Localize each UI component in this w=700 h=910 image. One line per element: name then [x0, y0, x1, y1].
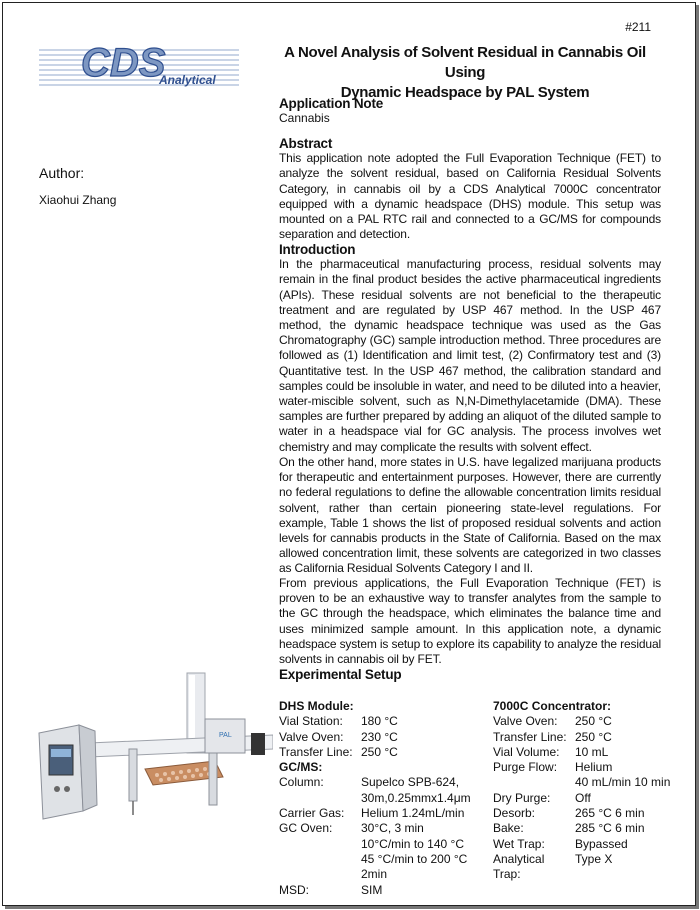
dhs-param-row [279, 730, 489, 745]
pal-system-instrument-illustration [37, 665, 273, 821]
concentrator-param-row [493, 821, 673, 836]
dhs-param-label: Valve Oven: [279, 729, 344, 744]
gcms-param-row [279, 775, 489, 806]
gcms-value-line: Supelco SPB-624, [361, 775, 460, 790]
concentrator-param-label: Transfer Line: [493, 729, 567, 744]
concentrator-value-line: Helium [575, 760, 613, 775]
gcms-heading: GC/MS: [279, 760, 323, 775]
concentrator-parameters [493, 699, 673, 883]
gcms-param-value [361, 775, 471, 806]
author-name: Xiaohui Zhang [39, 193, 117, 207]
dhs-param-label: Vial Station: [279, 714, 343, 729]
experimental-heading: Experimental Setup [279, 667, 402, 682]
introduction-paragraph-2-block [279, 455, 661, 577]
gcms-param-label: Column: [279, 775, 324, 790]
dhs-param-value: 250 °C [361, 744, 398, 759]
introduction-paragraph-1: In the pharmaceutical manufacturing process, residual solvents may remain in the final product besides the active pharmaceutical ingredients (APIs). These residual solvents are not beneficial to the therapeutic treatment and are regulated by USP 467 method. In the USP 467 method, the dynamic headspace technique was used as the Gas Chromatography (GC) sample introduction method. Three procedures are followed as (1) Identification and limit test, (2) Confirmatory test and (3) Quantitative test. In the USP 467 method, the calibration standard and samples could be insoluble in water, and need to be diluted into a heavier, water-miscible solvent, such as N,N-Dimethylacetamide (DMA). These samples are further prepared by adding an aliquot of the diluted sample to water in a headspace vial for GC analysis. The process involves wet chemistry and may complicate the results with solvent effect. [279, 257, 661, 454]
introduction-heading: Introduction [279, 242, 356, 257]
concentrator-param-value [575, 760, 670, 791]
dhs-module-heading: DHS Module: [279, 699, 354, 713]
gcms-param-row [279, 883, 489, 898]
concentrator-param-label: Vial Volume: [493, 744, 560, 759]
gcms-param-row [279, 821, 489, 882]
concentrator-param-label: Analytical Trap: [493, 851, 545, 882]
introduction-paragraph-3-block [279, 576, 661, 667]
concentrator-param-row [493, 760, 673, 791]
concentrator-param-value: 265 °C 6 min [575, 806, 645, 821]
concentrator-param-value: Bypassed [575, 836, 628, 851]
concentrator-param-row [493, 791, 673, 806]
concentrator-param-value: 285 °C 6 min [575, 821, 645, 836]
concentrator-param-value: 10 mL [575, 744, 609, 759]
concentrator-param-value: 250 °C [575, 714, 612, 729]
concentrator-param-label: Desorb: [493, 806, 536, 821]
introduction-paragraph-3: From previous applications, the Full Evaporation Technique (FET) is proven to be an exhaustive way to transfer analytes from the sample to the GC through the headspace, which eliminates the balance time and uses minimized sample amount. In this application note, a dynamic headspace system is setup to explore its capability to analyze the residual solvents in cannabis oil by FET. [279, 576, 661, 667]
concentrator-param-label: Bake: [493, 821, 524, 836]
gcms-param-value [361, 821, 489, 882]
gcms-param-value: SIM [361, 882, 383, 897]
concentrator-param-label: Dry Purge: [493, 790, 551, 805]
application-note-section [279, 96, 661, 126]
concentrator-param-row [493, 837, 673, 852]
cds-analytical-logo [39, 38, 239, 93]
concentrator-param-row [493, 714, 673, 729]
gcms-param-label: GC Oven: [279, 821, 333, 836]
concentrator-param-row [493, 745, 673, 760]
abstract-section [279, 136, 661, 242]
svg-text:PAL: PAL [219, 732, 232, 739]
concentrator-param-value: Type X [575, 851, 613, 866]
title-line-2: Dynamic Headspace by PAL System [340, 84, 590, 101]
gcms-param-label: MSD: [279, 882, 309, 897]
dhs-param-row [279, 745, 489, 760]
concentrator-param-value: 250 °C [575, 729, 612, 744]
gcms-param-value: Helium 1.24mL/min [361, 806, 465, 821]
concentrator-value-line: 40 mL/min 10 min [575, 775, 671, 790]
title-line-1: A Novel Analysis of Solvent Residual in Cannabis Oil Using [284, 44, 646, 81]
introduction-section [279, 242, 661, 455]
document-title [265, 43, 665, 103]
document-number: #211 [625, 20, 651, 34]
experimental-section [279, 667, 661, 682]
dhs-param-value: 180 °C [361, 714, 398, 729]
author-label: Author: [39, 165, 85, 181]
gcms-value-line: 10°C/min to 140 °C [361, 836, 464, 851]
dhs-gcms-parameters [279, 699, 489, 898]
gcms-value-line: 45 °C/min to 200 °C 2min [361, 851, 468, 882]
svg-text:CDS: CDS [81, 41, 166, 85]
dhs-param-row [279, 714, 489, 729]
dhs-param-label: Transfer Line: [279, 744, 353, 759]
svg-text:Analytical: Analytical [159, 73, 216, 87]
concentrator-param-value: Off [575, 790, 591, 805]
document-page [2, 2, 696, 906]
concentrator-param-label: Valve Oven: [493, 714, 558, 729]
gcms-param-row [279, 806, 489, 821]
gcms-param-label: Carrier Gas: [279, 806, 345, 821]
concentrator-param-label: Wet Trap: [493, 836, 545, 851]
application-note-category: Cannabis [279, 111, 330, 126]
gcms-value-line: 30m,0.25mmx1.4μm [361, 790, 471, 805]
concentrator-param-row [493, 852, 673, 883]
abstract-heading: Abstract [279, 136, 333, 151]
gcms-value-line: 30°C, 3 min [361, 821, 424, 836]
introduction-paragraph-2: On the other hand, more states in U.S. have legalized marijuana products for therapeutic and entertainment purposes. However, there are currently no federal regulations to define the allowable concentration limits residual solvent, rather than certain pioneering state-level regulations. For example, Table 1 shows the list of proposed residual solvents and action levels for cannabis products in the State of California. Based on the max allowed concentration limit, these solvents are categorized in two classes as California Residual Solvents Category I and II. [279, 455, 661, 576]
concentrator-param-label: Purge Flow: [493, 760, 558, 775]
abstract-text: This application note adopted the Full Evaporation Technique (FET) to analyze the solvent residual, based on California Residual Solvents Category, in cannabis oil by a CDS Analytical 7000C concentrator equipped with a dynamic headspace (DHS) module. This setup was mounted on a PAL RTC rail and connected to a GC/MS for compounds separation and detection. [279, 151, 661, 242]
concentrator-param-row [493, 806, 673, 821]
dhs-param-value: 230 °C [361, 729, 398, 744]
concentrator-param-row [493, 730, 673, 745]
application-note-heading: Application Note [279, 96, 384, 111]
concentrator-heading: 7000C Concentrator: [493, 699, 612, 713]
